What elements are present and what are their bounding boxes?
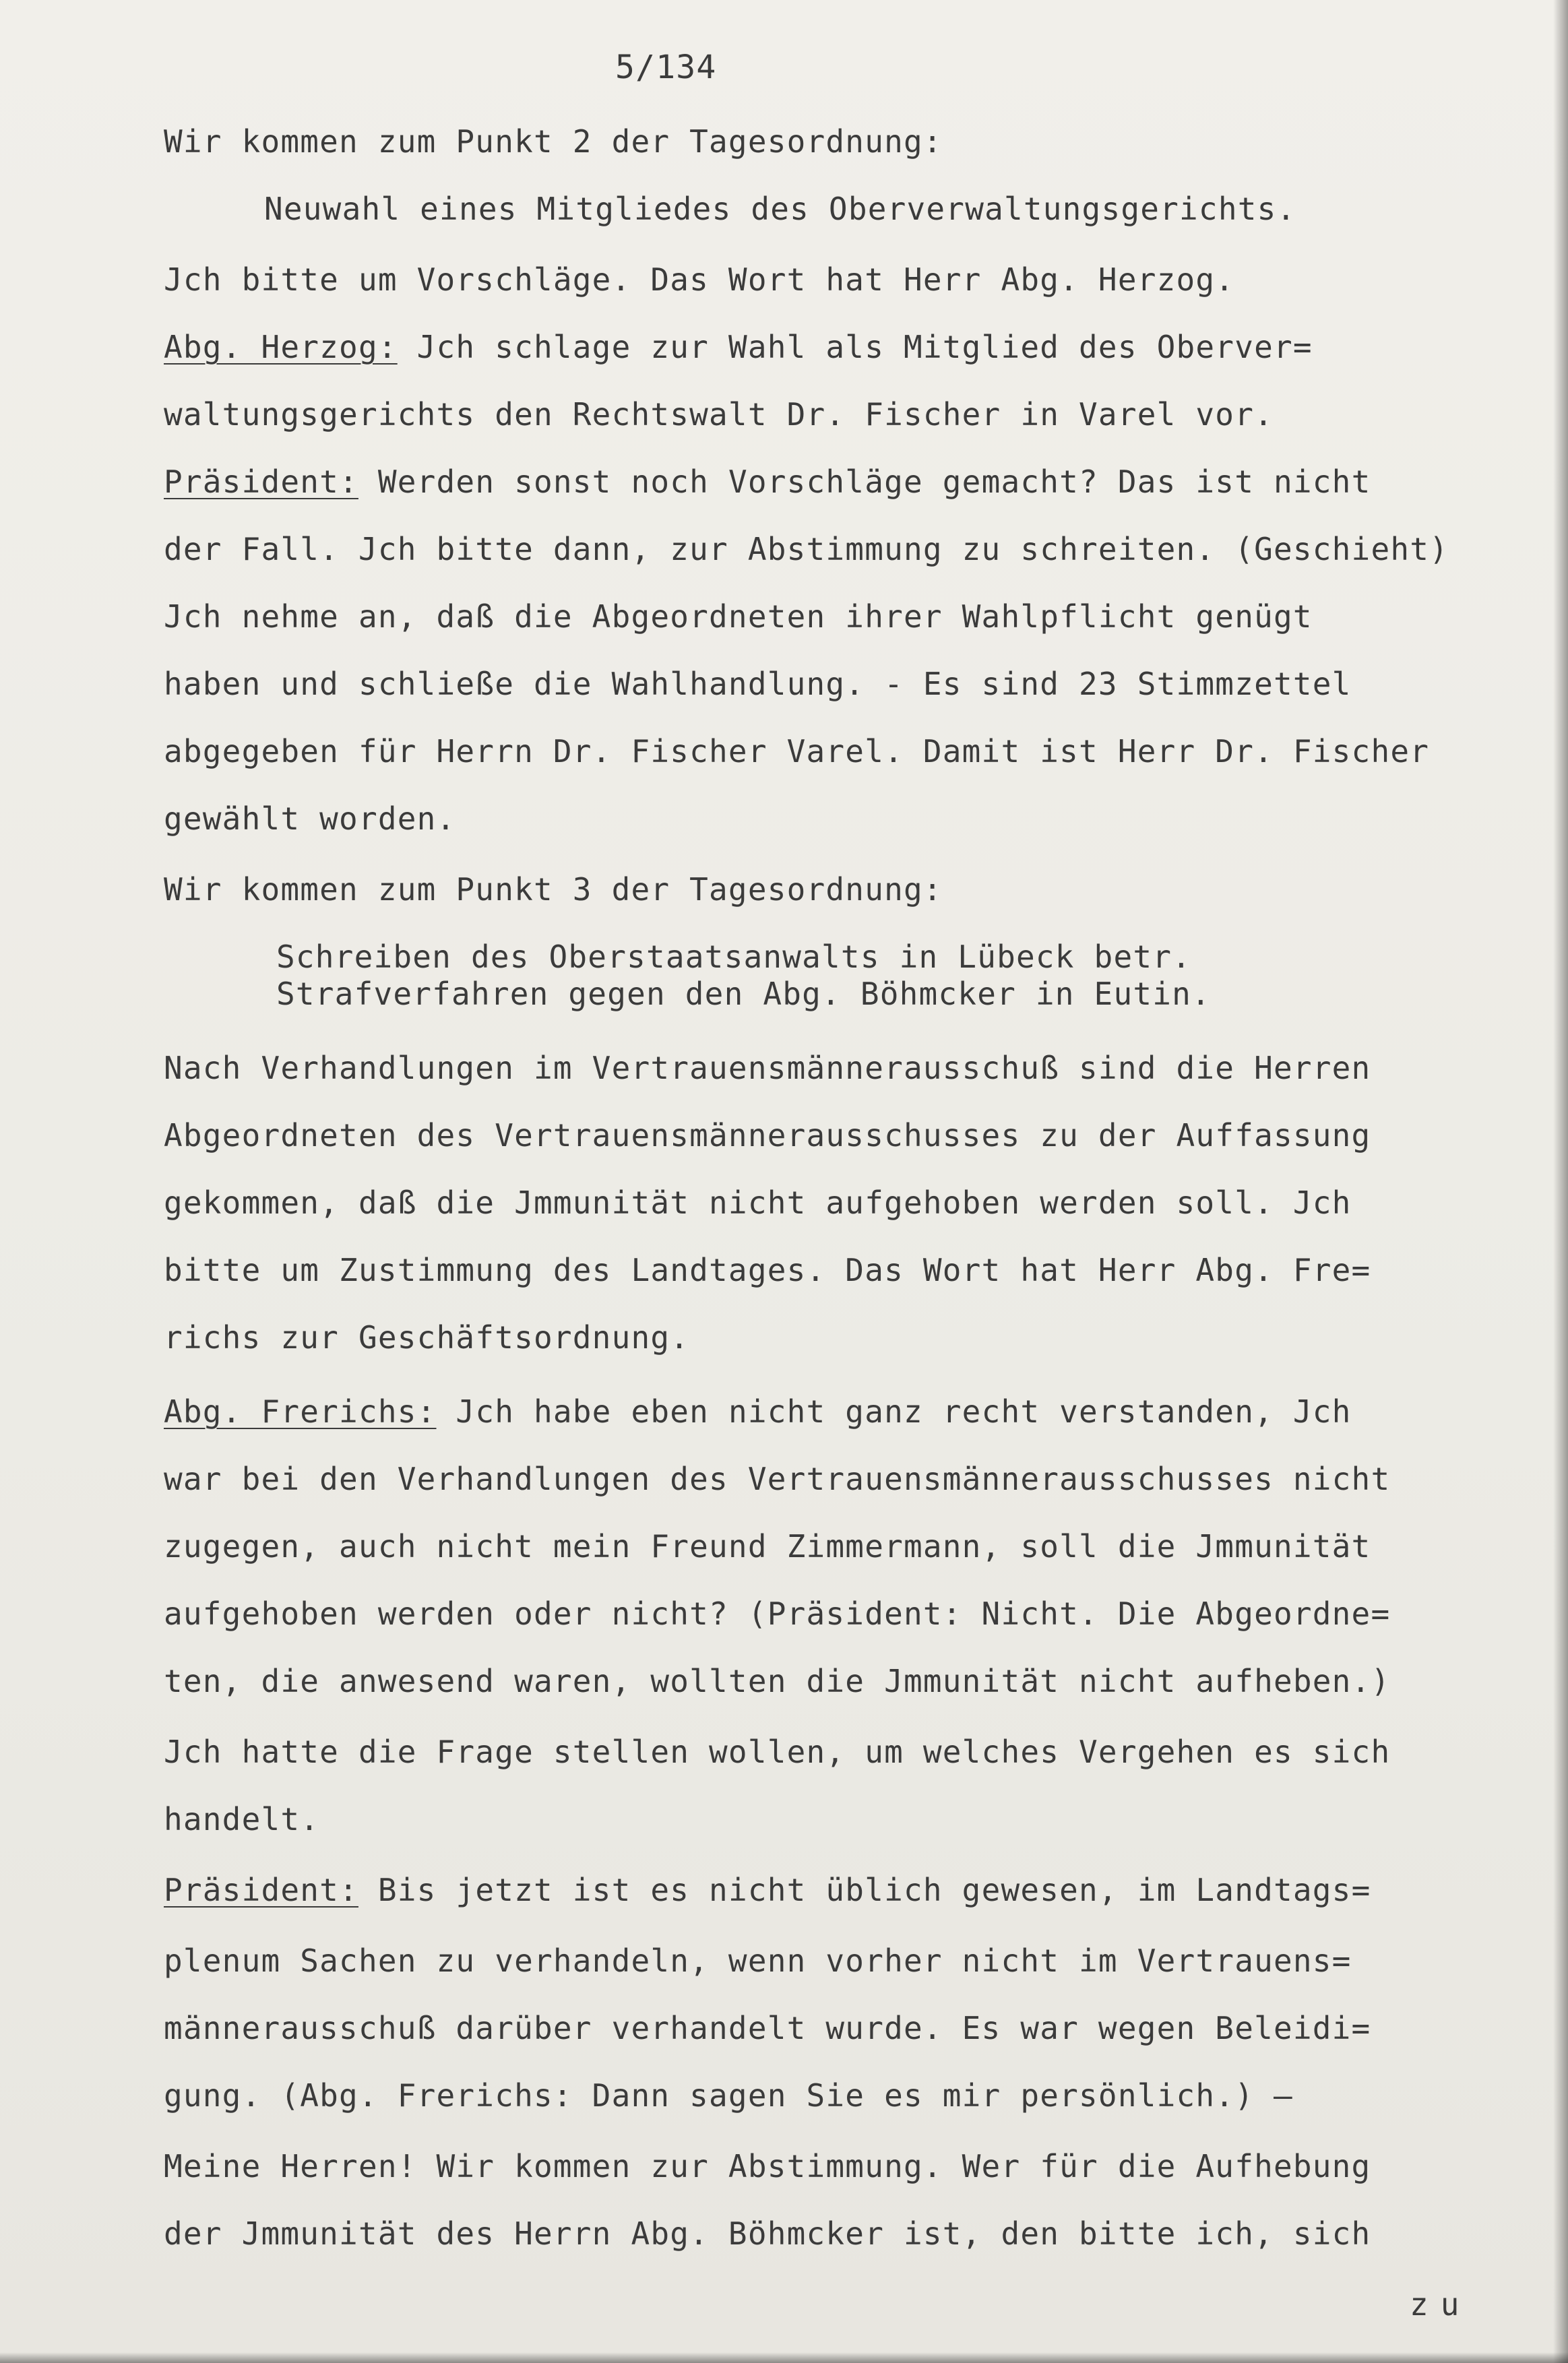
- speech-text: Bis jetzt ist es nicht üblich gewesen, im Landtags=: [358, 1872, 1371, 1908]
- text-line: Jch bitte um Vorschläge. Das Wort hat Herr Abg. Herzog.: [164, 261, 1235, 298]
- speech-text: Jch habe eben nicht ganz recht verstanden, Jch: [436, 1393, 1352, 1430]
- text-line: zugegen, auch nicht mein Freund Zimmermann, soll die Jmmunität: [164, 1528, 1371, 1565]
- text-line: Wir kommen zum Punkt 3 der Tagesordnung:: [164, 871, 943, 908]
- speaker-label: Abg. Frerichs:: [164, 1393, 437, 1430]
- text-line: Wir kommen zum Punkt 2 der Tagesordnung:: [164, 123, 943, 160]
- text-line: der Fall. Jch bitte dann, zur Abstimmung zu schreiten. (Geschieht): [164, 531, 1449, 567]
- speaker-label: Präsident:: [164, 464, 358, 500]
- text-line: gung. (Abg. Frerichs: Dann sagen Sie es mir persönlich.) —: [164, 2077, 1293, 2114]
- text-line: Abgeordneten des Vertrauensmännerausschusses zu der Auffassung: [164, 1117, 1371, 1154]
- text-line: [164, 1391, 1568, 1432]
- text-line: aufgehoben werden oder nicht? (Präsident: Nicht. Die Abgeordne=: [164, 1596, 1391, 1632]
- text-line: Jch hatte die Frage stellen wollen, um welches Vergehen es sich: [164, 1734, 1391, 1770]
- text-line: Nach Verhandlungen im Vertrauensmännerausschuß sind die Herren: [164, 1050, 1371, 1086]
- text-line: Jch nehme an, daß die Abgeordneten ihrer Wahlpflicht genügt: [164, 598, 1313, 635]
- agenda-item-title: Schreiben des Oberstaatsanwalts in Lübeck betr.: [276, 939, 1192, 975]
- text-line: männerausschuß darüber verhandelt wurde. Es war wegen Beleidi=: [164, 2010, 1371, 2046]
- speech-text: Werden sonst noch Vorschläge gemacht? Das ist nicht: [358, 464, 1371, 500]
- text-line: richs zur Geschäftsordnung.: [164, 1319, 690, 1356]
- text-line: plenum Sachen zu verhandeln, wenn vorher nicht im Vertrauens=: [164, 1943, 1352, 1979]
- speaker-label: Präsident:: [164, 1872, 358, 1908]
- text-line: waltungsgerichts den Rechtswalt Dr. Fischer in Varel vor.: [164, 396, 1274, 433]
- agenda-item-title: Strafverfahren gegen den Abg. Böhmcker in Eutin.: [276, 976, 1211, 1012]
- text-line: der Jmmunität des Herrn Abg. Böhmcker ist, den bitte ich, sich: [164, 2215, 1371, 2252]
- text-line: war bei den Verhandlungen des Vertrauensmännerausschusses nicht: [164, 1461, 1391, 1497]
- text-line: [164, 462, 1568, 502]
- text-line: haben und schließe die Wahlhandlung. - Es sind 23 Stimmzettel: [164, 666, 1352, 702]
- text-line: ten, die anwesend waren, wollten die Jmmunität nicht aufheben.): [164, 1663, 1391, 1699]
- text-line: gewählt worden.: [164, 800, 456, 837]
- text-line: bitte um Zustimmung des Landtages. Das Wort hat Herr Abg. Fre=: [164, 1252, 1371, 1288]
- page-edge-shadow: [0, 2352, 1568, 2363]
- text-line: abgegeben für Herrn Dr. Fischer Varel. Damit ist Herr Dr. Fischer: [164, 733, 1430, 769]
- text-line: Meine Herren! Wir kommen zur Abstimmung. Wer für die Aufhebung: [164, 2148, 1371, 2184]
- speaker-label: Abg. Herzog:: [164, 329, 398, 365]
- text-line: gekommen, daß die Jmmunität nicht aufgehoben werden soll. Jch: [164, 1185, 1352, 1221]
- text-line: [164, 1870, 1568, 1910]
- page-number: 5/134: [615, 49, 717, 86]
- text-line: handelt.: [164, 1801, 320, 1837]
- agenda-item-title: Neuwahl eines Mitgliedes des Oberverwaltungsgerichts.: [264, 191, 1296, 227]
- text-line: [164, 327, 1568, 367]
- continuation-word: zu: [1410, 2286, 1472, 2323]
- page-edge-shadow: [1553, 0, 1568, 2363]
- speech-text: Jch schlage zur Wahl als Mitglied des Oberver=: [397, 329, 1313, 365]
